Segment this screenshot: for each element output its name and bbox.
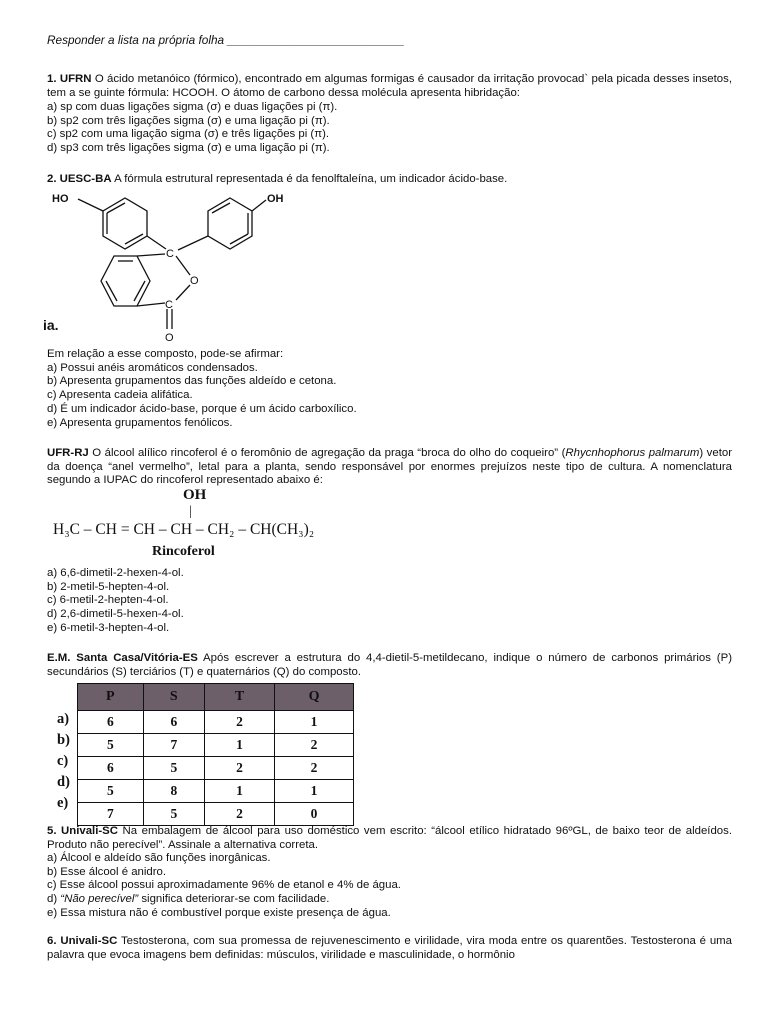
table-cell: 5 bbox=[143, 757, 204, 780]
table-cell: 1 bbox=[275, 711, 354, 734]
row-label-e: e) bbox=[57, 795, 69, 811]
row-label-b: b) bbox=[57, 732, 70, 748]
option-d: d) É um indicador ácido-base, porque é um ácido carboxílico. bbox=[47, 402, 357, 415]
question-5-text: Na embalagem de álcool para uso doméstico vem escrito: “álcool etílico hidratado 96ºGL, de baixo teor de aldeídos. Produto não perecível”. Assinale a alternativa correta. bbox=[47, 825, 732, 851]
question-2-source: 2. UESC-BA bbox=[47, 173, 112, 185]
question-5 bbox=[47, 825, 732, 852]
answer-table bbox=[77, 683, 354, 826]
option-c: c) sp2 com uma ligação sigma (σ) e três ligações pi (π). bbox=[47, 128, 330, 141]
table-cell: 1 bbox=[204, 780, 274, 803]
table-cell: 2 bbox=[275, 734, 354, 757]
option-b: b) Apresenta grupamentos das funções aldeído e cetona. bbox=[47, 375, 337, 388]
option-b: b) sp2 com três ligações sigma (σ) e uma ligação pi (π). bbox=[47, 114, 330, 127]
question-1-source: 1. UFRN bbox=[47, 73, 92, 85]
row-label-a: a) bbox=[57, 711, 70, 727]
header-p: P bbox=[78, 684, 144, 711]
option-e: e) 6-metil-3-hepten-4-ol. bbox=[47, 621, 170, 634]
option-d-prefix: d) bbox=[47, 893, 61, 906]
table-row bbox=[78, 757, 354, 780]
central-carbon-label: C bbox=[166, 248, 174, 260]
question-4-source: E.M. Santa Casa/Vitória-ES bbox=[47, 652, 198, 664]
option-a: a) sp com duas ligações sigma (σ) e duas ligações pi (π). bbox=[47, 101, 338, 113]
row-label-d: d) bbox=[57, 774, 70, 790]
option-c: c) Apresenta cadeia alifática. bbox=[47, 389, 193, 402]
question-6 bbox=[47, 935, 732, 962]
question-4 bbox=[47, 652, 732, 679]
option-d-italic: “Não perecível” bbox=[60, 893, 139, 906]
table-cell: 8 bbox=[143, 780, 204, 803]
table-cell: 0 bbox=[275, 803, 354, 826]
formula-chain: H₃C – CH = CH – CH – CH₂ – CH(CH₃)₂ bbox=[53, 521, 315, 538]
phenolphthalein-structure bbox=[0, 186, 330, 346]
question-6-source: 6. Univali-SC bbox=[47, 935, 118, 947]
question-1 bbox=[47, 73, 732, 100]
option-e: e) Essa mistura não é combustível porque existe presença de água. bbox=[47, 906, 391, 919]
truncated-fragment: ia. bbox=[43, 317, 59, 333]
option-a: a) 6,6-dimetil-2-hexen-4-ol. bbox=[47, 567, 184, 579]
table-cell: 7 bbox=[143, 734, 204, 757]
table-cell: 5 bbox=[143, 803, 204, 826]
option-c: c) 6-metil-2-hepten-4-ol. bbox=[47, 594, 169, 607]
table-cell: 6 bbox=[78, 711, 144, 734]
option-d: d) sp3 com três ligações sigma (σ) e uma ligação pi (π). bbox=[47, 142, 330, 155]
option-c: c) Esse álcool possui aproximadamente 96% de etanol e 4% de água. bbox=[47, 879, 401, 892]
carbonyl-oxygen-label: O bbox=[165, 332, 174, 344]
question-2-options bbox=[47, 348, 732, 430]
question-3-text-b: ) vetor da doença “anel vermelho”, letal para a planta, sendo responsável por enormes prejuízos neste tipo de cultura. A nomenclatura segundo a IUPAC do rincoferol representado abaixo é: bbox=[47, 447, 732, 487]
header-q: Q bbox=[275, 684, 354, 711]
table-cell: 7 bbox=[78, 803, 144, 826]
table-cell: 6 bbox=[143, 711, 204, 734]
table-cell: 5 bbox=[78, 780, 144, 803]
hydroxyl-label: OH bbox=[183, 487, 207, 503]
table-cell: 2 bbox=[275, 757, 354, 780]
question-3-options bbox=[47, 567, 732, 636]
table-header-row bbox=[78, 684, 354, 711]
table-cell: 1 bbox=[275, 780, 354, 803]
row-label-c: c) bbox=[57, 753, 69, 769]
question-6-text: Testosterona, com sua promessa de rejuvenescimento e virilidade, vira moda entre os quarentões. Testosterona é uma palavra que evoca imagens bem definidas: músculos, virilidade e masculinidade, o hormônio bbox=[47, 935, 732, 961]
question-3 bbox=[47, 447, 732, 488]
rincoferol-formula bbox=[53, 489, 373, 563]
option-b: b) Esse álcool é anidro. bbox=[47, 865, 167, 878]
vertical-bond: | bbox=[189, 504, 192, 519]
ring-oxygen-label: O bbox=[190, 275, 199, 287]
question-5-options bbox=[47, 852, 732, 921]
table-row bbox=[78, 780, 354, 803]
ho-label: HO bbox=[52, 193, 69, 205]
option-a: a) Álcool e aldeído são funções inorgânicas. bbox=[47, 852, 271, 864]
table-cell: 5 bbox=[78, 734, 144, 757]
table-cell: 2 bbox=[204, 803, 274, 826]
question-2 bbox=[47, 173, 732, 187]
compound-name: Rincoferol bbox=[152, 544, 215, 559]
option-e: e) Apresenta grupamentos fenólicos. bbox=[47, 416, 233, 429]
oh-label: OH bbox=[267, 193, 284, 205]
option-d: d) 2,6-dimetil-5-hexen-4-ol. bbox=[47, 608, 184, 621]
option-d-rest: significa deteriorar-se com facilidade. bbox=[138, 893, 330, 906]
option-d bbox=[47, 893, 732, 907]
question-5-source: 5. Univali-SC bbox=[47, 825, 119, 837]
species-name: Rhycnhophorus palmarum bbox=[565, 447, 700, 459]
question-4-text: Após escrever a estrutura do 4,4-dietil-5-metildecano, indique o número de carbonos primários (P) secundários (S) terciários (T) e quaternários (Q) do composto. bbox=[47, 652, 732, 678]
header-s: S bbox=[143, 684, 204, 711]
question-3-source: UFR-RJ bbox=[47, 447, 89, 459]
option-b: b) 2-metil-5-hepten-4-ol. bbox=[47, 580, 170, 593]
question-1-text: O ácido metanóico (fórmico), encontrado em algumas formigas é causador da irritação provocad` pela picada desses insetos, tem a se guinte fórmula: HCOOH. O átomo de carbono dessa molécula apresenta hibridação: bbox=[47, 73, 732, 99]
table-cell: 2 bbox=[204, 711, 274, 734]
carbonyl-carbon-label: C bbox=[165, 299, 173, 311]
question-1-options bbox=[47, 101, 732, 156]
option-a: a) Possui anéis aromáticos condensados. bbox=[47, 361, 258, 374]
table-row bbox=[78, 711, 354, 734]
table-cell: 1 bbox=[204, 734, 274, 757]
table-cell: 2 bbox=[204, 757, 274, 780]
instruction-header: Responder a lista na própria folha ___________________________ bbox=[47, 33, 405, 47]
question-2-intro: Em relação a esse composto, pode-se afirmar: bbox=[47, 348, 284, 360]
table-cell: 6 bbox=[78, 757, 144, 780]
question-3-text-a: O álcool alílico rincoferol é o feromônio de agregação da praga “broca do olho do coqueiro” ( bbox=[88, 447, 566, 459]
question-2-text: A fórmula estrutural representada é da fenolftaleína, um indicador ácido-base. bbox=[111, 173, 508, 185]
table-row bbox=[78, 803, 354, 826]
header-t: T bbox=[204, 684, 274, 711]
table-row bbox=[78, 734, 354, 757]
